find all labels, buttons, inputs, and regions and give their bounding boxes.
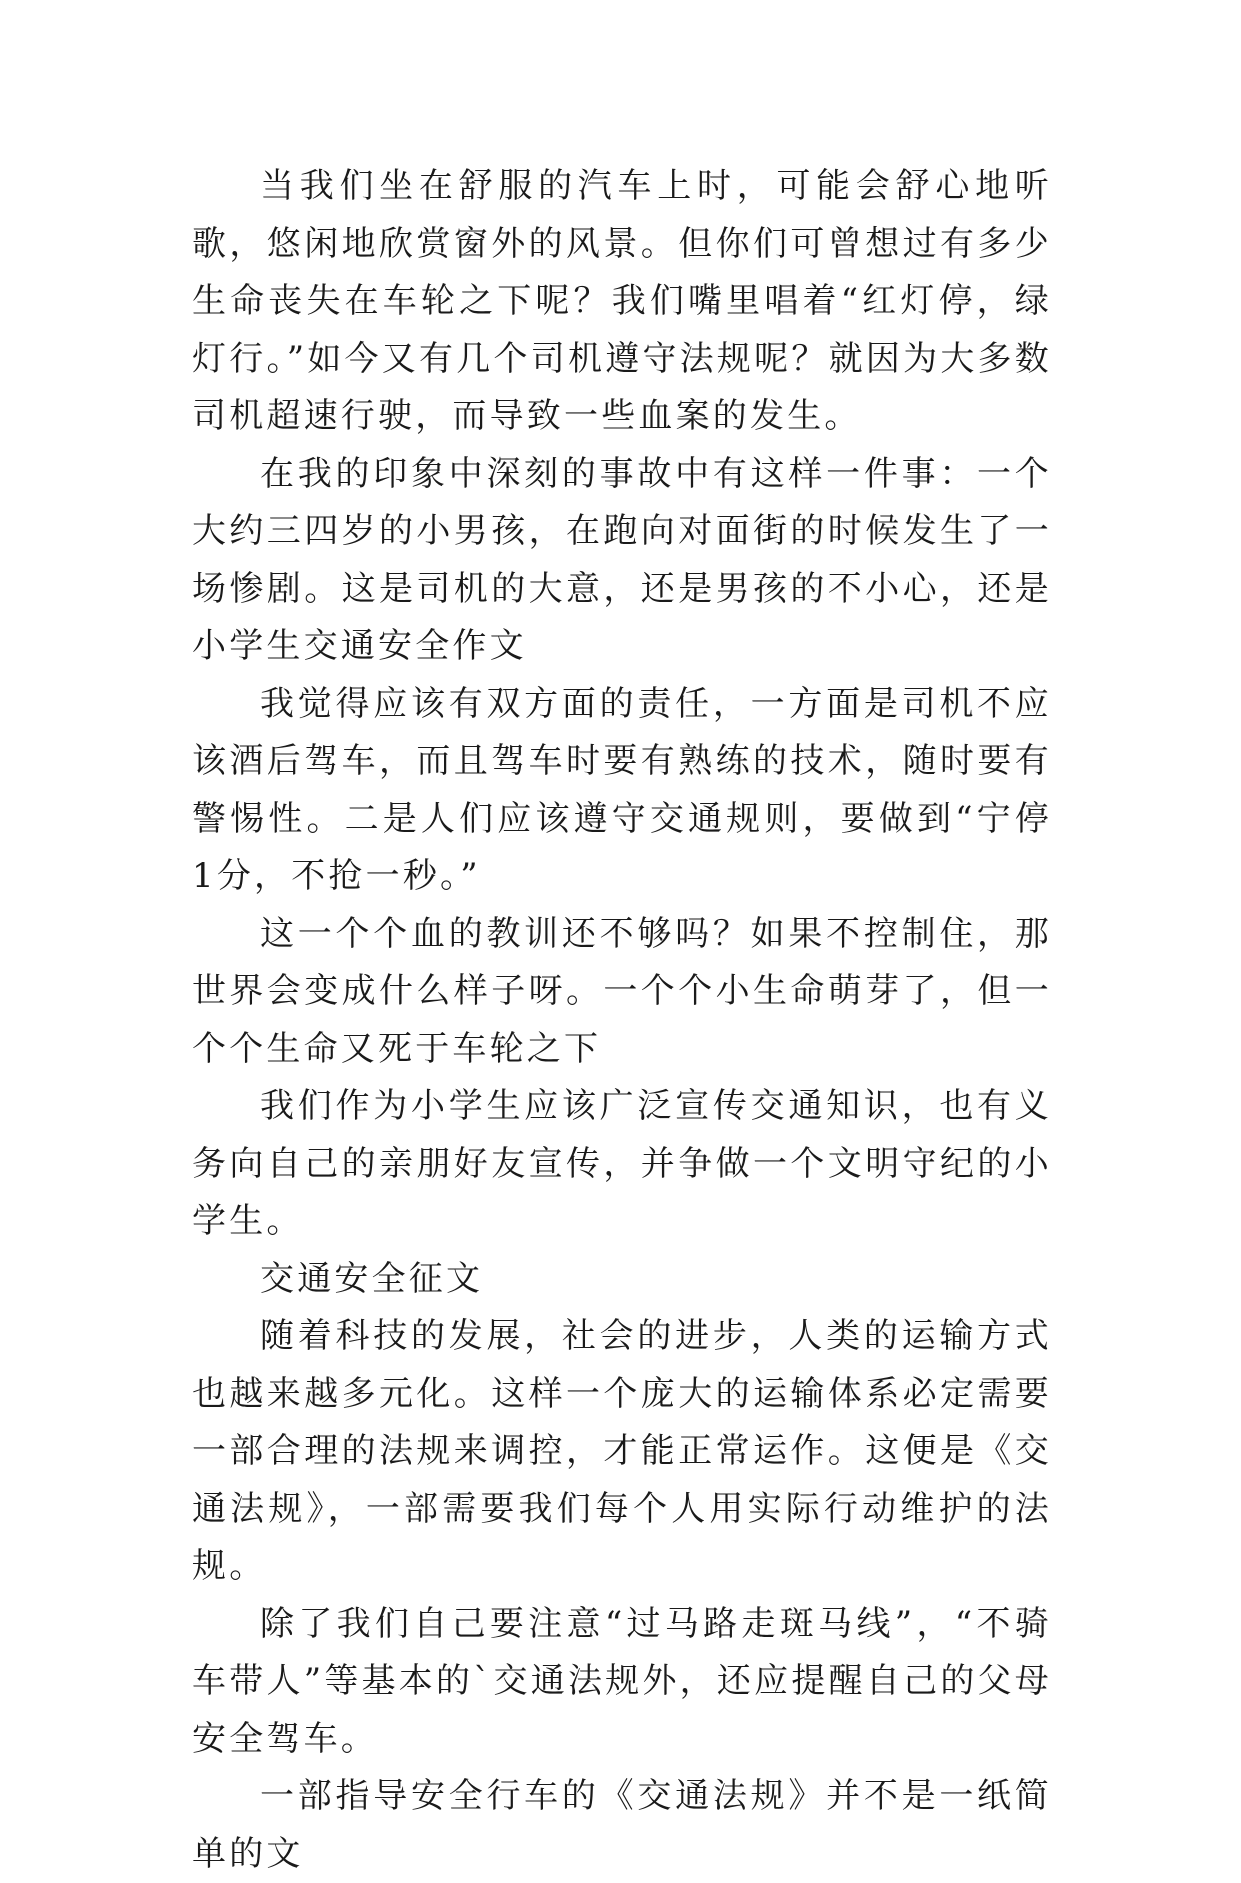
paragraph-3: 我觉得应该有双方面的责任，一方面是司机不应该酒后驾车，而且驾车时要有熟练的技术，随时要有警惕性。二是人们应该遵守交通规则，要做到“宁停1分，不抢一秒。” (192, 683, 1052, 896)
paragraph-8: 一部指导安全行车的《交通法规》并不是一纸简单的文 (192, 1776, 1052, 1874)
paragraph-5: 我们作为小学生应该广泛宣传交通知识，也有义务向自己的亲朋好友宣传，并争做一个文明守纪的小学生。 (192, 1086, 1052, 1241)
section-heading: 交通安全征文 (260, 1258, 484, 1299)
paragraph-4: 这一个个血的教训还不够吗？如果不控制住，那世界会变成什么样子呀。一个个小生命萌芽了，但一个个生命又死于车轮之下 (192, 913, 1052, 1069)
article-body (192, 158, 1052, 1883)
paragraph-7: 除了我们自己要注意“过马路走斑马线”，“不骑车带人”等基本的`交通法规外，还应提醒自己的父母安全驾车。 (192, 1603, 1052, 1759)
paragraph-6: 随着科技的发展，社会的进步，人类的运输方式也越来越多元化。这样一个庞大的运输体系必定需要一部合理的法规来调控，才能正常运作。这便是《交通法规》，一部需要我们每个人用实际行动维护的法规。 (192, 1316, 1052, 1586)
paragraph-2: 在我的印象中深刻的事故中有这样一件事：一个大约三四岁的小男孩，在跑向对面街的时候发生了一场惨剧。这是司机的大意，还是男孩的不小心，还是小学生交通安全作文 (192, 453, 1052, 666)
paragraph-1: 当我们坐在舒服的汽车上时，可能会舒心地听歌，悠闲地欣赏窗外的风景。但你们可曾想过有多少生命丧失在车轮之下呢？我们嘴里唱着“红灯停，绿灯行。”如今又有几个司机遵守法规呢？就因为大多数司机超速行驶，而导致一些血案的发生。 (192, 166, 1052, 436)
